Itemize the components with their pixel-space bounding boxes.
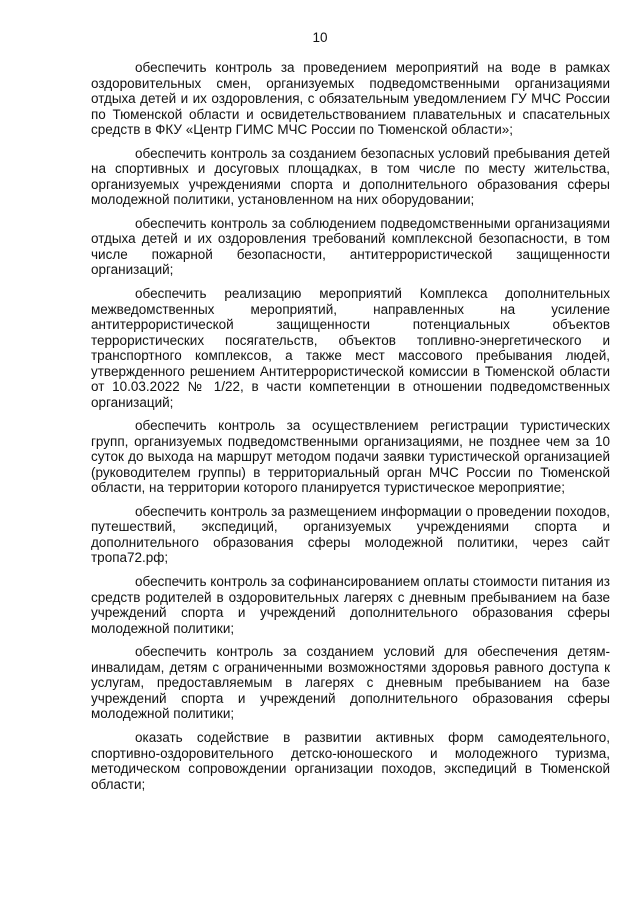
document-body xyxy=(91,60,610,800)
paragraph-tourist-group-registration: обеспечить контроль за осуществлением регистрации туристических групп, организуемых подведомственными организациями, не позднее чем за 10 суток до выхода на маршрут методом подачи заявки туристической организацией (руководителем группы) в территориальный орган МЧС России по Тюменской области, на территории которого планируется туристическое мероприятие; xyxy=(91,418,610,496)
paragraph-meal-cofinancing: обеспечить контроль за софинансированием оплаты стоимости питания из средств родителей в оздоровительных лагерях с дневным пребыванием на базе учреждений спорта и учреждений дополнительного образования сферы молодежной политики; xyxy=(91,574,610,636)
paragraph-disabled-children-access: обеспечить контроль за созданием условий для обеспечения детям-инвалидам, детям с ограниченными возможностями здоровья равного доступа к услугам, предоставляемым в лагерях с дневным пребыванием на базе учреждений спорта и учреждений дополнительного образования сферы молодежной политики; xyxy=(91,644,610,722)
paragraph-hiking-info-publication: обеспечить контроль за размещением информации о проведении походов, путешествий, экспедиций, организуемых учреждениями спорта и дополнительного образования сферы молодежной политики, через сайт тропа72.рф; xyxy=(91,503,610,566)
paragraph-sports-grounds-safety: обеспечить контроль за созданием безопасных условий пребывания детей на спортивных и досуговых площадках, в том числе по месту жительства, организуемых учреждениями спорта и дополнительного образования сферы молодежной политики, установленном на них оборудовании; xyxy=(91,145,610,208)
paragraph-youth-tourism-support: оказать содействие в развитии активных форм самодеятельного, спортивно-оздоровительного детско-юношеского и молодежного туризма, методическом сопровождении организации походов, экспедиций в Тюменской области; xyxy=(91,730,610,792)
paragraph-water-activities-control: обеспечить контроль за проведением мероприятий на воде в рамках оздоровительных смен, организуемых подведомственными организациями отдыха детей и их оздоровления, с обязательным уведомлением ГУ МЧС России по Тюменской области и освидетельствованием плавательных и спасательных средств в ФКУ «Центр ГИМС МЧС России по Тюменской области»; xyxy=(91,60,610,137)
page-number: 10 xyxy=(312,30,328,45)
paragraph-complex-safety-requirements: обеспечить контроль за соблюдением подведомственными организациями отдыха детей и их оздоровления требований комплексной безопасности, в том числе пожарной безопасности, антитеррористической защищенности организаций; xyxy=(91,215,610,278)
paragraph-antiterrorist-measures: обеспечить реализацию мероприятий Комплекса дополнительных межведомственных мероприятий, направленных на усиление антитеррористической защищенности потенциальных объектов террористических посягательств, объектов топливно-энергетического и транспортного комплексов, а также мест массового пребывания людей, утвержденного решением Антитеррористической комиссии в Тюменской области от 10.03.2022 № 1/22, в части компетенции в отношении подведомственных организаций; xyxy=(91,286,610,410)
